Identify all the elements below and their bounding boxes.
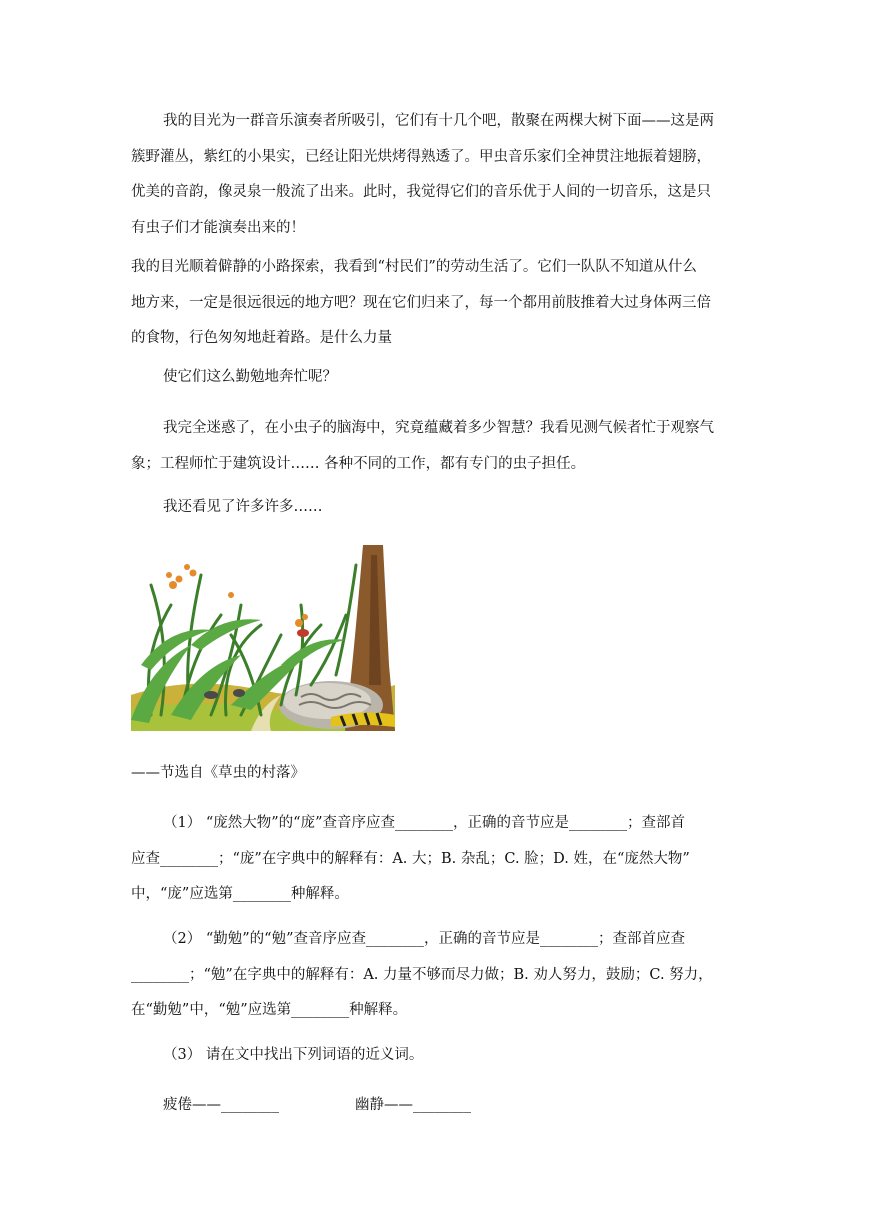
question-3-line: （3） 请在文中找出下列词语的近义词。 <box>163 1047 424 1063</box>
question-1-line: 应查________；“庞”在字典中的解释有：A. 大；B. 杂乱；C. 脸；D. 姓，在“庞然大物” <box>131 850 690 867</box>
question-3-items <box>131 1088 783 1124</box>
question-1-line: （1） “庞然大物”的“庞”查音序应查________，正确的音节应是________；查部首 <box>163 815 685 831</box>
question-3 <box>131 1038 783 1074</box>
synonym-item-2: 幽静——________ <box>355 1097 471 1113</box>
question-1 <box>131 806 783 913</box>
source-line: ——节选自《草虫的村落》 <box>131 765 305 781</box>
paragraph-2-line: 地方来，一定是很远很远的地方吧？现在它们归来了，每一个都用前肢推着大过身体两三倍 <box>131 294 711 311</box>
synonym-item-1: 疲倦——________ <box>163 1097 279 1113</box>
paragraph-1 <box>131 104 783 246</box>
paragraph-2 <box>131 250 783 357</box>
question-2-line: 在“勤勉”中，“勉”应选第________种解释。 <box>131 1002 408 1018</box>
paragraph-3-line: 使它们这么勤勉地奔忙呢？ <box>163 369 337 385</box>
question-2 <box>131 922 783 1029</box>
question-1-line: 中，“庞”应选第________种解释。 <box>131 886 349 902</box>
paragraph-3 <box>131 360 783 396</box>
paragraph-4-line: 我完全迷惑了，在小虫子的脑海中，究竟蕴藏着多少智慧？我看见测气候者忙于观察气 <box>163 420 714 436</box>
paragraph-2-line: 我的目光顺着僻静的小路探索，我看到“村民们”的劳动生活了。它们一队队不知道从什么 <box>131 259 697 275</box>
grass-and-insects-illustration <box>131 545 395 731</box>
paragraph-1-line: 我的目光为一群音乐演奏者所吸引，它们有十几个吧，散聚在两棵大树下面——这是两 <box>163 113 714 129</box>
paragraph-1-line: 优美的音韵，像灵泉一般流了出来。此时，我觉得它们的音乐优于人间的一切音乐，这是只 <box>131 184 711 200</box>
question-2-line: （2） “勤勉”的“勉”查音序应查________，正确的音节应是________；查部首应查 <box>163 931 685 947</box>
paragraph-5 <box>131 490 783 526</box>
paragraph-5-line: 我还看见了许多许多…… <box>163 499 323 515</box>
paragraph-4 <box>131 411 783 482</box>
paragraph-1-line: 簇野灌丛，紫红的小果实，已经让阳光烘烤得熟透了。甲虫音乐家们全神贯注地振着翅膀， <box>131 148 711 165</box>
question-2-line: ________；“勉”在字典中的解释有：A. 力量不够而尽力做；B. 劝人努力，鼓励；C. 努力， <box>131 966 713 983</box>
paragraph-2-line: 的食物，行色匆匆地赶着路。是什么力量 <box>131 330 392 346</box>
source-caption <box>131 756 783 792</box>
paragraph-1-line: 有虫子们才能演奏出来的！ <box>131 219 305 236</box>
paragraph-4-line: 象；工程师忙于建筑设计…… 各种不同的工作，都有专门的虫子担任。 <box>131 455 586 472</box>
